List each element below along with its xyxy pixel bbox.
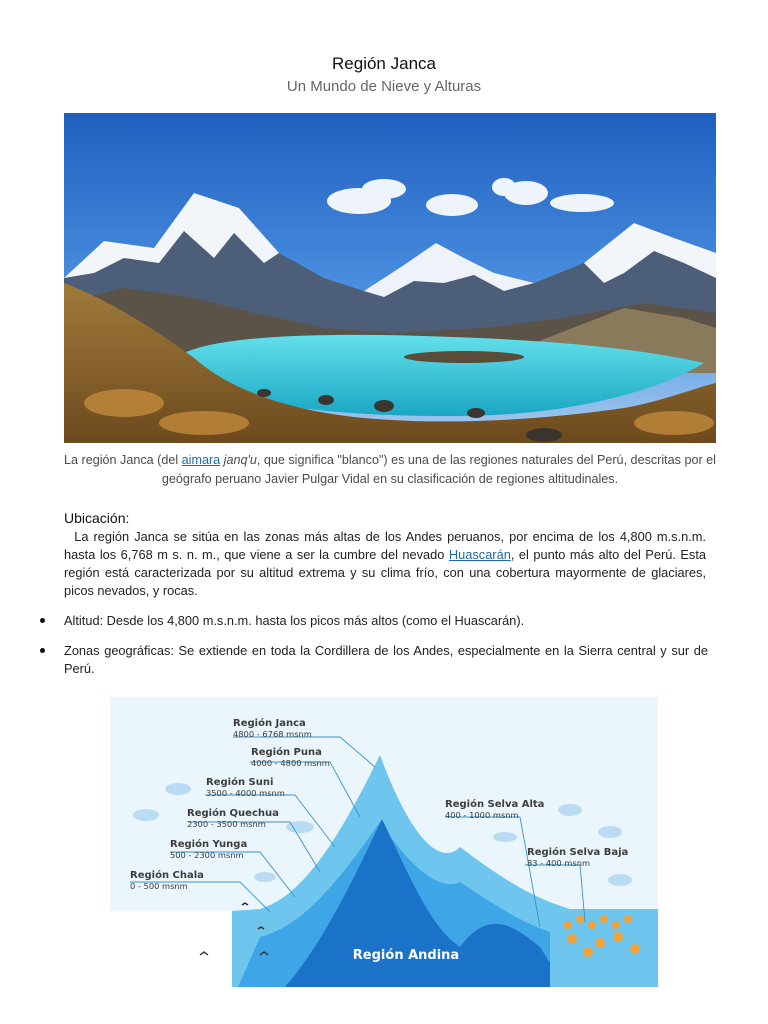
bullet-icon (40, 648, 45, 653)
selva-alta-range: 400 - 1000 msnm (445, 810, 519, 820)
list-item: Zonas geográficas: Se extiende en toda la Cordillera de los Andes, especialmente en la Sierra central y sur de Perú. (40, 642, 708, 678)
info-bullets (40, 612, 708, 690)
huascaran-link[interactable]: Huascarán (448, 547, 511, 562)
chala-range: 0 - 500 msnm (130, 881, 188, 891)
ubicacion-heading: Ubicación: (64, 510, 130, 526)
page-title: Región Janca (332, 54, 436, 73)
page-subtitle: Un Mundo de Nieve y Alturas (286, 78, 482, 95)
yunga-label: Región Yunga (170, 839, 248, 850)
janca-range: 4800 - 6768 msnm (233, 729, 312, 739)
mountain-lake-photo (64, 113, 716, 443)
selva-baja-label: Región Selva Baja (527, 847, 629, 858)
janca-label: Región Janca (233, 718, 306, 729)
selva-baja-range: 83 - 400 msnm (527, 858, 591, 868)
puna-label: Región Puna (251, 747, 322, 758)
yunga-range: 500 - 2300 msnm (170, 850, 244, 860)
andean-regions-diagram (110, 697, 658, 987)
diagram-title: Región Andina (352, 948, 460, 963)
suni-range: 3500 - 4000 msnm (206, 788, 285, 798)
ubicacion-paragraph: La región Janca se sitúa en las zonas más altas de los Andes peruanos, por encima de los 4,800 m.s.n.m. hasta los 6,768 m s. n. m., que viene a ser la cumbre del nevado Huascarán, el punto más alto del Perú. Esta región está caracterizada por su altitud extrema y su clima frío, con una cobertura mayormente de glaciares, picos nevados, y rocas. (64, 529, 706, 598)
image-caption: La región Janca (del aimara janq'u, que significa "blanco") es una de las regiones naturales del Perú, descritas por el geógrafo peruano Javier Pulgar Vidal en su clasificación de regiones altitudinales. (64, 453, 716, 486)
bullet-icon (40, 618, 45, 623)
chala-label: Región Chala (130, 870, 204, 881)
aimara-link[interactable]: aimara (181, 453, 221, 467)
list-item: Altitud: Desde los 4,800 m.s.n.m. hasta los picos más altos (como el Huascarán). (40, 612, 708, 630)
suni-label: Región Suni (206, 777, 274, 788)
puna-range: 4000 - 4800 msnm (251, 758, 330, 768)
quechua-label: Región Quechua (187, 808, 279, 819)
selva-alta-label: Región Selva Alta (445, 799, 545, 810)
quechua-range: 2300 - 3500 msnm (187, 819, 266, 829)
